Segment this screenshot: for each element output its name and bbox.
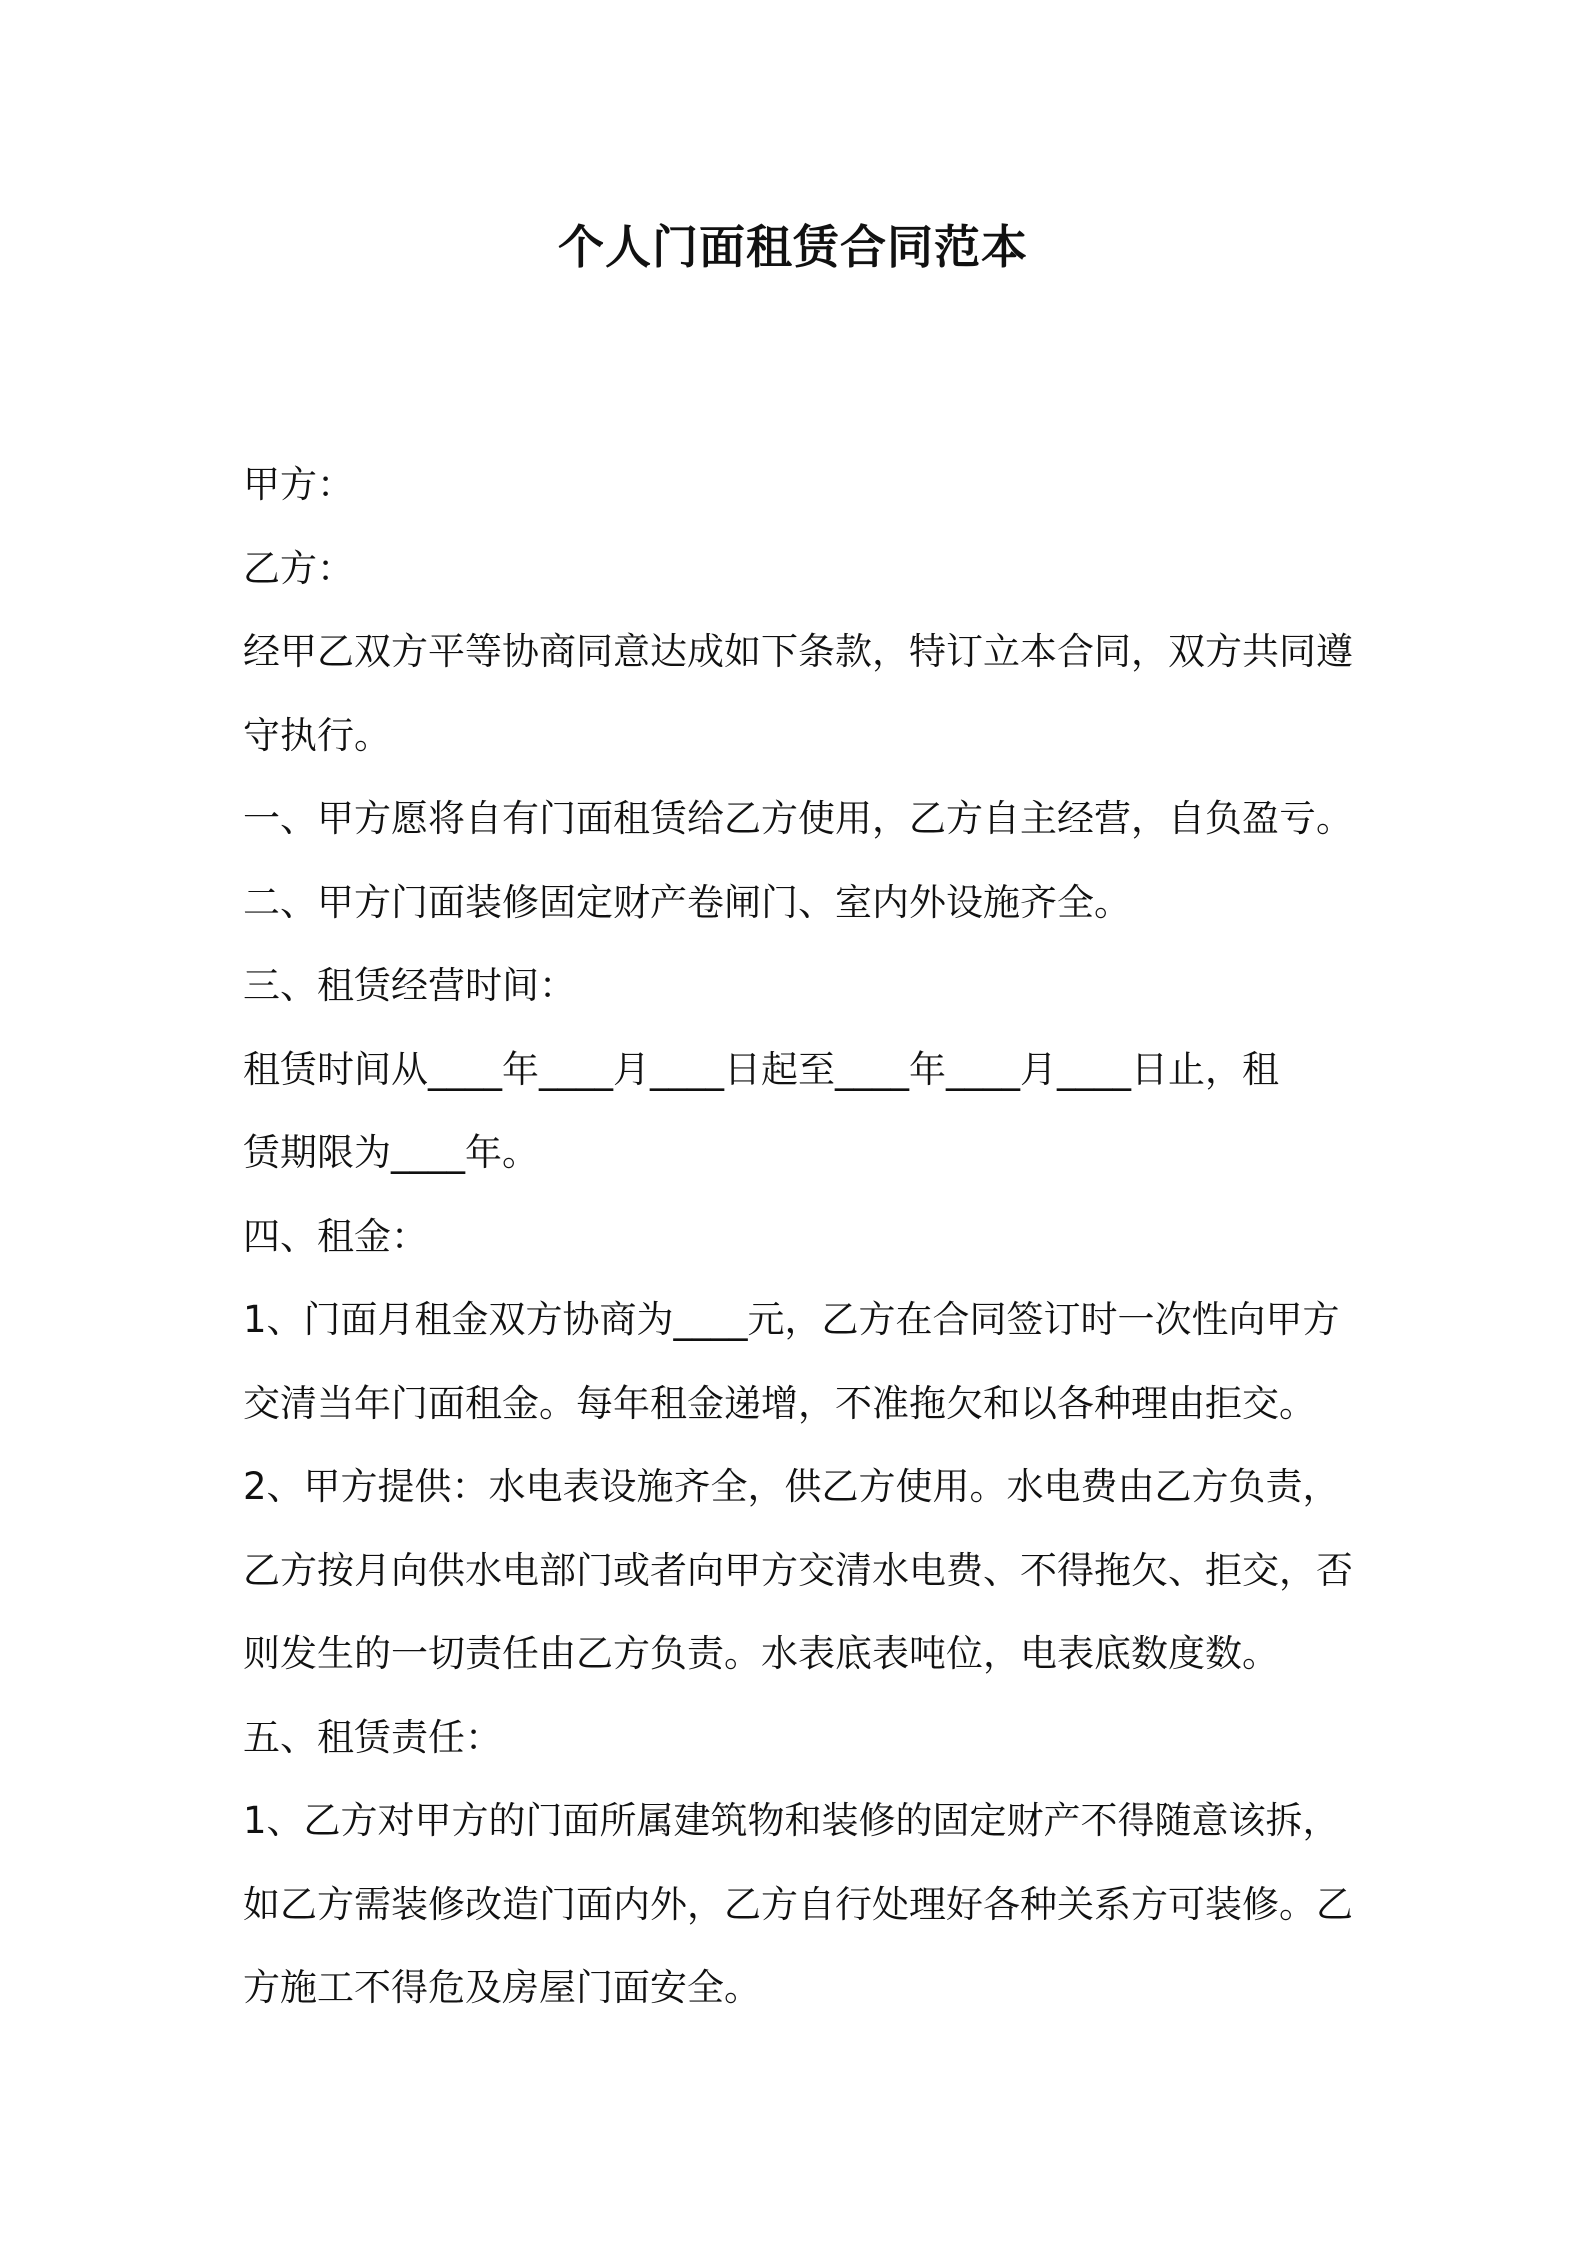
document-title: 个人门面租赁合同范本 (558, 220, 1028, 274)
clause-5-heading: 五、租赁责任： (243, 1715, 502, 1759)
clause-1-line: 一、甲方愿将自有门面租赁给乙方使用，乙方自主经营，自负盈亏。 (243, 797, 1353, 840)
document-body (243, 443, 1355, 2030)
clause-3-heading: 三、租赁经营时间： (243, 964, 576, 1007)
preamble-line-2: 守执行。 (243, 713, 391, 757)
rent-item-2-line-2: 乙方按月向供水电部门或者向甲方交清水电费、不得拖欠、拒交，否 (243, 1548, 1353, 1592)
liability-item-1-line-2: 如乙方需装修改造门面内外，乙方自行处理好各种关系方可装修。乙 (243, 1882, 1353, 1926)
party-a-line: 甲方： (243, 463, 354, 506)
rent-item-1-line-1: 1、门面月租金双方协商为____元，乙方在合同签订时一次性向甲方 (243, 1298, 1340, 1341)
rent-item-2-line-3: 则发生的一切责任由乙方负责。水表底表吨位，电表底数度数。 (243, 1632, 1279, 1675)
rent-item-2-line-1: 2、甲方提供：水电表设施齐全，供乙方使用。水电费由乙方负责， (243, 1465, 1340, 1508)
preamble-line-1: 经甲乙双方平等协商同意达成如下条款，特订立本合同，双方共同遵 (243, 630, 1353, 673)
liability-item-1-line-1: 1、乙方对甲方的门面所属建筑物和装修的固定财产不得随意该拆， (243, 1799, 1340, 1842)
clause-4-heading: 四、租金： (243, 1214, 428, 1258)
liability-item-1-line-3: 方施工不得危及房屋门面安全。 (243, 1966, 761, 2009)
party-b-line: 乙方： (243, 546, 354, 590)
lease-term-line-2: 赁期限为____年。 (243, 1131, 539, 1174)
lease-term-line-1: 租赁时间从____年____月____日起至____年____月____日止，租 (243, 1047, 1279, 1091)
clause-2-line: 二、甲方门面装修固定财产卷闸门、室内外设施齐全。 (243, 880, 1131, 924)
rent-item-1-line-2: 交清当年门面租金。每年租金递增，不准拖欠和以各种理由拒交。 (243, 1381, 1316, 1425)
